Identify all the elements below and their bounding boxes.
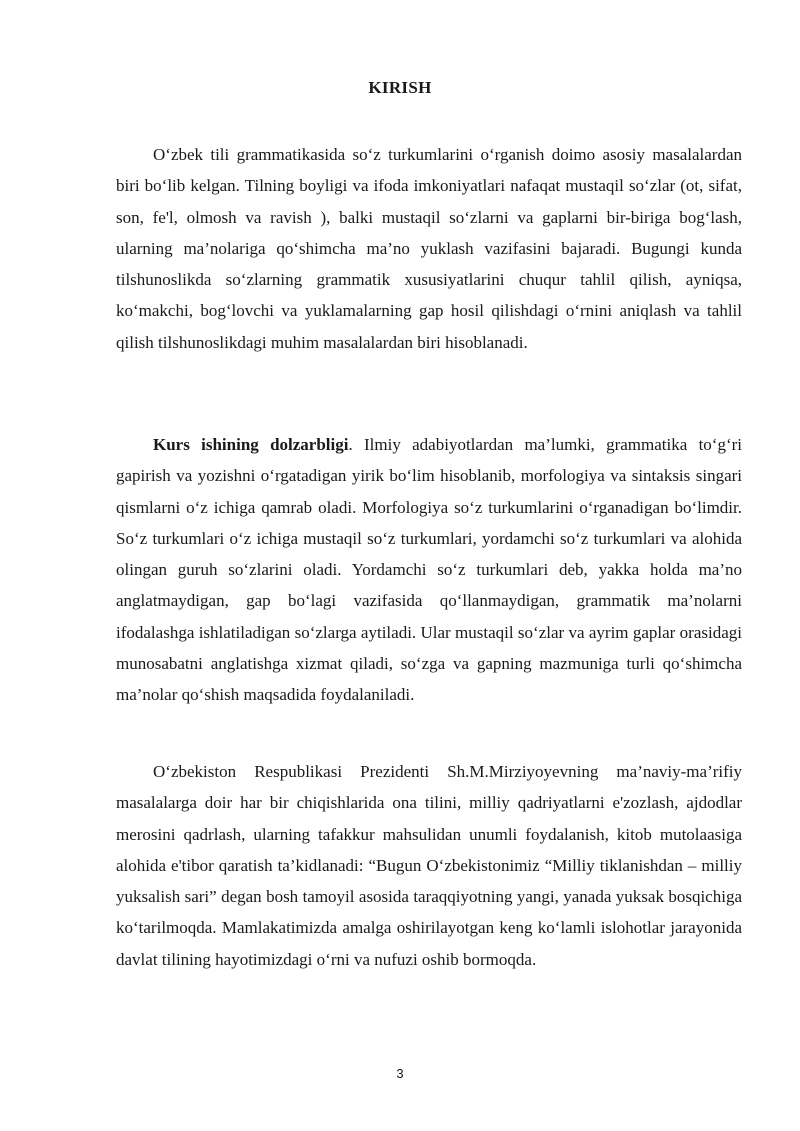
paragraph-relevance — [116, 429, 742, 711]
paragraph-text: O‘zbek tili grammatikasida so‘z turkumlarini o‘rganish doimo asosiy masalalardan biri bo‘lib kelgan. Tilning boyligi va ifoda imkoniyatlari nafaqat mustaqil so‘zlar (ot, sifat, son, fe'l, olmosh va ravish ), balki mustaqil so‘zlarni va gaplarni bir-biriga bog‘lash, ularning ma’nolariga qo‘shimcha ma’no yuklash vazifasini bajaradi. Bugungi kunda tilshunoslikda so‘zlarning grammatik xususiyatlarini chuqur tahlil qilish, ayniqsa, ko‘makchi, bog‘lovchi va yuklamalarning gap hosil qilishdagi o‘rnini aniqlash va tahlil qilish tilshunoslikdagi muhim masalalardan biri hisoblanadi. — [116, 145, 742, 352]
section-title: KIRISH — [368, 78, 432, 97]
paragraph-intro — [116, 139, 742, 358]
page-number: 3 — [396, 1066, 404, 1081]
paragraph-text: . Ilmiy adabiyotlardan ma’lumki, grammatika to‘g‘ri gapirish va yozishni o‘rgatadigan yirik bo‘lim hisoblanib, morfologiya va sintaksis singari qismlarni o‘z ichiga qamrab oladi. Morfologiya so‘z turkumlarini o‘rganadigan bo‘limdir. So‘z turkumlari o‘z ichiga mustaqil so‘z turkumlari, yordamchi so‘z turkumlari va alohida olingan guruh so‘zlarini oladi. Yordamchi so‘z turkumlari deb, yakka holda ma’no anglatmaydigan, gap bo‘lagi vazifasida qo‘llanmaydigan, grammatik ma’nolarni ifodalashga ishlatiladigan so‘zlarga aytiladi. Ular mustaqil so‘zlar va ayrim gaplar orasidagi munosabatni anglatishga xizmat qiladi, so‘zga va gapning mazmuniga turli qo‘shimcha ma’nolar qo‘shish maqsadida foydalaniladi. — [116, 435, 742, 705]
paragraph-president-quote — [116, 756, 742, 975]
paragraph-body — [116, 429, 742, 711]
paragraph-lead-heading: Kurs ishining dolzarbligi — [153, 435, 349, 454]
paragraph-text: O‘zbekiston Respublikasi Prezidenti Sh.M.Mirziyoyevning ma’naviy-ma’rifiy masalalarga doir har bir chiqishlarida ona tilini, milliy qadriyatlarni e'zozlash, ajdodlar merosini qadrlash, ularning tafakkur mahsulidan unumli foydalanish, kitob mutolaasiga alohida e'tibor qaratish ta’kidlanadi: “Bugun O‘zbekistonimiz “Milliy tiklanishdan – milliy yuksalish sari” degan bosh tamoyil asosida taraqqiyotning yangi, yanada yuksak bosqichiga ko‘tarilmoqda. Mamlakatimizda amalga oshirilayotgan keng ko‘lamli islohotlar jarayonida davlat tilining hayotimizdagi o‘rni va nufuzi oshib bormoqda. — [116, 762, 742, 969]
